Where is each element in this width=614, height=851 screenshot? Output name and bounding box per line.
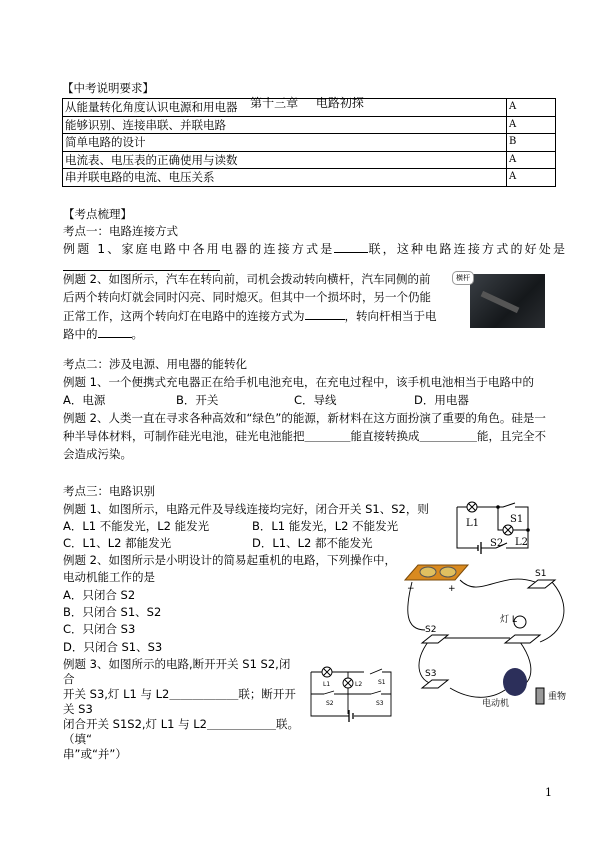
ex2-text: ，转向杆相当于电 xyxy=(344,309,437,323)
label-s3: S3 xyxy=(425,669,437,679)
topic3-heading: 考点三：电路识别 xyxy=(63,484,155,498)
label-plus: + xyxy=(448,584,456,594)
label-s1: S1 xyxy=(510,514,524,525)
crane-circuit-diagram xyxy=(400,560,570,710)
option-d: D．用电器 xyxy=(414,393,469,407)
req-item: 从能量转化角度认识电源和用电器 xyxy=(63,99,507,117)
label-s2: S2 xyxy=(425,625,437,635)
label-motor: 电动机 xyxy=(482,699,510,709)
option-b: B．开关 xyxy=(176,393,219,407)
ex3-line: 开关 S3,灯 L1 与 L2＿＿＿＿＿＿联；断开开关 S3 xyxy=(63,687,296,716)
ex1-option-c: C．L1、L2 都能发光 xyxy=(63,536,172,550)
ex2-line: 例题 2、如图所示是小明设计的简易起重机的电路，下列操作中， xyxy=(63,553,396,567)
topic3-ex1: 例题 1、如图所示，电路元件及导线连接均完好，闭合开关 S1、S2，则 xyxy=(63,502,429,516)
label-lamp: 灯 L xyxy=(500,615,517,625)
lever-shape xyxy=(481,291,520,313)
ex3-line: 例题 3、如图所示的电路,断开开关 S1 S2,闭合 xyxy=(63,657,291,686)
weight-icon xyxy=(536,688,544,704)
table-row xyxy=(63,134,556,152)
motor-icon xyxy=(503,668,527,696)
ex1-option-a: A．L1 不能发光，L2 能发光 xyxy=(63,519,210,533)
ex2-option-a: A．只闭合 S2 xyxy=(63,588,136,602)
table-row xyxy=(63,99,556,117)
req-level: B xyxy=(507,134,556,152)
topic2-ex2-line: 会造成污染。 xyxy=(63,447,132,461)
label-s3: S3 xyxy=(376,700,384,707)
req-item: 简单电路的设计 xyxy=(63,134,507,152)
topic1-heading: 考点一：电路连接方式 xyxy=(63,224,178,238)
switch-s2-icon xyxy=(422,635,448,643)
battery-cell-icon xyxy=(440,567,456,577)
battery-board xyxy=(405,565,468,580)
ex2-line xyxy=(63,326,143,341)
label-l1: L1 xyxy=(466,518,480,529)
table-row xyxy=(63,169,556,187)
ex3-line: 闭合开关 S1S2,灯 L1 与 L2＿＿＿＿＿＿联。（填“ xyxy=(63,717,299,746)
requirements-table xyxy=(62,98,556,187)
topic2-ex1: 例题 1、一个便携式充电器正在给手机电池充电，在充电过程中，该手机电池相当于电路中的 xyxy=(63,375,534,389)
answer-line xyxy=(63,270,220,271)
req-level: A xyxy=(507,151,556,169)
label-l1: L1 xyxy=(323,681,331,688)
ex2-line: 后两个转向灯就会同时闪亮、同时熄灭。但其中一个损坏时，另一个仍能 xyxy=(63,290,431,304)
ex1-option-d: D．L1、L2 都不能发光 xyxy=(252,536,373,550)
battery-cell-icon xyxy=(420,567,436,577)
ex2-text: 路中的 xyxy=(63,327,98,341)
page-number: 1 xyxy=(545,786,552,799)
answer-blank xyxy=(98,326,132,338)
ex1-text-a: 例题 1、家庭电路中各用电器的连接方式是 xyxy=(63,242,335,256)
req-item: 串并联电路的电流、电压关系 xyxy=(63,169,507,187)
ex2-line xyxy=(63,308,437,323)
topic2-ex2-line: 例题 2、人类一直在寻求各种高效和“绿色”的能源，新材料在这方面扮演了重要的角色。硅是一 xyxy=(63,411,546,425)
review-heading: 【考点梳理】 xyxy=(63,207,132,221)
label-minus: − xyxy=(407,584,415,594)
photo-label: 横杆 xyxy=(452,271,474,285)
ex2-option-c: C．只闭合 S3 xyxy=(63,622,136,636)
ex3-text-block xyxy=(63,657,299,762)
answer-blank xyxy=(305,308,345,320)
req-level: A xyxy=(507,116,556,134)
topic2-ex2-line: 种半导体材料，可制作硅光电池，硅光电池能把＿＿＿＿能直接转换成＿＿＿＿＿能，且完全不 xyxy=(63,429,546,443)
req-level: A xyxy=(507,99,556,117)
ex2-line: 例题 2、如图所示，汽车在转向前，司机会拨动转向横杆，汽车同侧的前 xyxy=(63,272,431,286)
option-c: C．导线 xyxy=(294,393,337,407)
ex1-option-b: B．L1 能发光，L2 不能发光 xyxy=(252,519,399,533)
lamp-base xyxy=(505,635,540,643)
requirements-heading: 【中考说明要求】 xyxy=(62,81,154,95)
answer-blank xyxy=(334,241,368,253)
ex2-line: 电动机能工作的是 xyxy=(63,570,155,584)
req-level: A xyxy=(507,169,556,187)
table-row xyxy=(63,151,556,169)
ex1-text-b: 联，这种电路连接方式的好处是 xyxy=(368,242,568,256)
label-s1: S1 xyxy=(535,569,547,579)
label-s2: S2 xyxy=(490,538,504,549)
table-row xyxy=(63,116,556,134)
option-a: A．电源 xyxy=(63,393,106,407)
ex2-option-d: D．只闭合 S1、S3 xyxy=(63,640,163,654)
topic2-heading: 考点二：涉及电源、用电器的能转化 xyxy=(63,357,247,371)
page-title: 第十三章 电路初探 xyxy=(250,96,364,110)
label-s2: S2 xyxy=(326,700,334,707)
label-l2: L2 xyxy=(355,681,363,688)
label-l2: L2 xyxy=(515,537,529,548)
label-weight: 重物 xyxy=(548,692,567,702)
ex3-line: 串”或“并”） xyxy=(63,747,127,761)
ex2-text: 。 xyxy=(131,327,143,341)
circuit-diagram-1 xyxy=(450,495,540,560)
ex2-option-b: B．只闭合 S1、S2 xyxy=(63,605,162,619)
topic1-ex1 xyxy=(63,241,567,256)
label-s1: S1 xyxy=(378,679,386,686)
circuit-diagram-3 xyxy=(306,659,396,725)
req-item: 能够识别、连接串联、并联电路 xyxy=(63,116,507,134)
turn-signal-photo xyxy=(456,274,545,328)
ex2-text: 正常工作，这两个转向灯在电路中的连接方式为 xyxy=(63,309,305,323)
req-item: 电流表、电压表的正确使用与读数 xyxy=(63,151,507,169)
